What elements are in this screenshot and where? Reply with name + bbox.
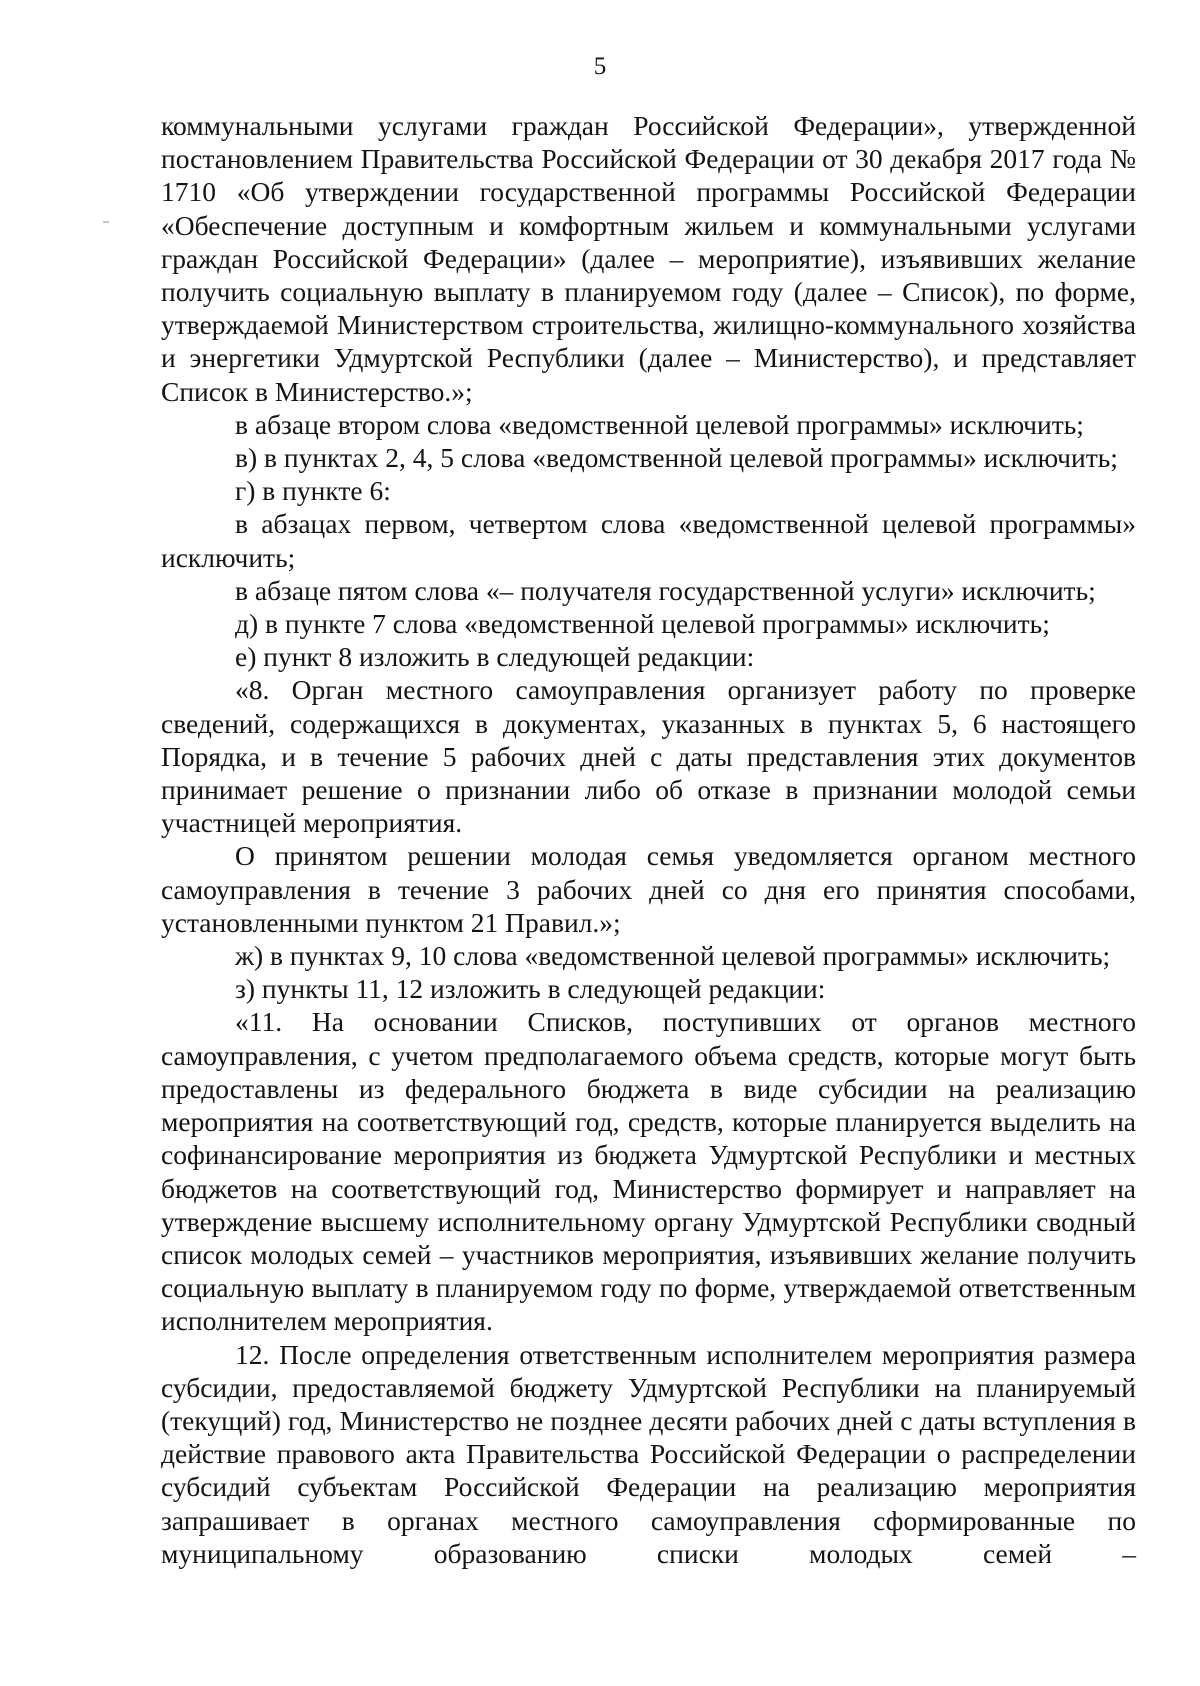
paragraph-item-zh: ж) в пунктах 9, 10 слова «ведомственной целевой программы» исключить;	[235, 940, 1111, 972]
paragraph-abzac-5: в абзаце пятом слова «– получателя государственной услуги» исключить;	[235, 574, 1096, 606]
paragraph-continuation: коммунальными услугами граждан Российской Федерации», утвержденной постановлением Правительства Российской Федерации от 30 декабря 2017 года № 1710 «Об утверждении государственной программы Российской Федерации «Обеспечение доступным и комфортным жильем и коммунальными услугами граждан Российской Федерации» (далее – мероприятие), изъявивших желание получить социальную выплату в планируемом году (далее – Список), по форме, утверждаемой Министерством строительства, жилищно-коммунального хозяйства и энергетики Удмуртской Республики (далее – Министерство), и представляет Список в Министерство.»;	[161, 110, 1136, 407]
paragraph-point-8: «8. Орган местного самоуправления организует работу по проверке сведений, содержащихся в документах, указанных в пунктах 5, 6 настоящего Порядка, и в течение 5 рабочих дней с даты представления этих документов принимает решение о признании либо об отказе в признании молодой семьи участницей мероприятия.	[161, 674, 1136, 839]
paragraph-point-11: «11. На основании Списков, поступивших от органов местного самоуправления, с учетом предполагаемого объема средств, которые могут быть предоставлены из федерального бюджета в виде субсидии на реализацию мероприятия на соответствующий год, средств, которые планируется выделить на софинансирование мероприятия из бюджета Удмуртской Республики и местных бюджетов на соответствующий год, Министерство формирует и направляет на утверждение высшему исполнительному органу Удмуртской Республики сводный список молодых семей – участников мероприятия, изъявивших желание получить социальную выплату в планируемом году по форме, утверждаемой ответственным исполнителем мероприятия.	[161, 1006, 1136, 1337]
paragraph-item-z: з) пункты 11, 12 изложить в следующей редакции:	[235, 973, 826, 1005]
paragraph-item-g: г) в пункте 6:	[235, 475, 391, 507]
paragraph-item-e: е) пункт 8 изложить в следующей редакции:	[235, 641, 755, 673]
document-body	[161, 109, 1136, 1570]
page-number: 5	[593, 53, 607, 80]
paragraph-abzac-1-4: в абзацах первом, четвертом слова «ведомственной целевой программы» исключить;	[161, 508, 1136, 573]
margin-mark	[103, 221, 109, 223]
paragraph-point-12: 12. После определения ответственным исполнителем мероприятия размера субсидии, предоставляемой бюджету Удмуртской Республики на планируемый (текущий) год, Министерство не позднее десяти рабочих дней с даты вступления в действие правового акта Правительства Российской Федерации о распределении субсидий субъектам Российской Федерации на реализацию мероприятия запрашивает в органах местного самоуправления сформированные по муниципальному образованию списки молодых семей –	[161, 1338, 1136, 1569]
paragraph-decision-notice: О принятом решении молодая семья уведомляется органом местного самоуправления в течение 3 рабочих дней со дня его принятия способами, установленными пунктом 21 Правил.»;	[161, 840, 1136, 938]
paragraph-item-d: д) в пункте 7 слова «ведомственной целевой программы» исключить;	[235, 608, 1050, 640]
paragraph-item-v: в) в пунктах 2, 4, 5 слова «ведомственной целевой программы» исключить;	[235, 442, 1118, 474]
paragraph-abzac-2: в абзаце втором слова «ведомственной целевой программы» исключить;	[235, 408, 1084, 440]
